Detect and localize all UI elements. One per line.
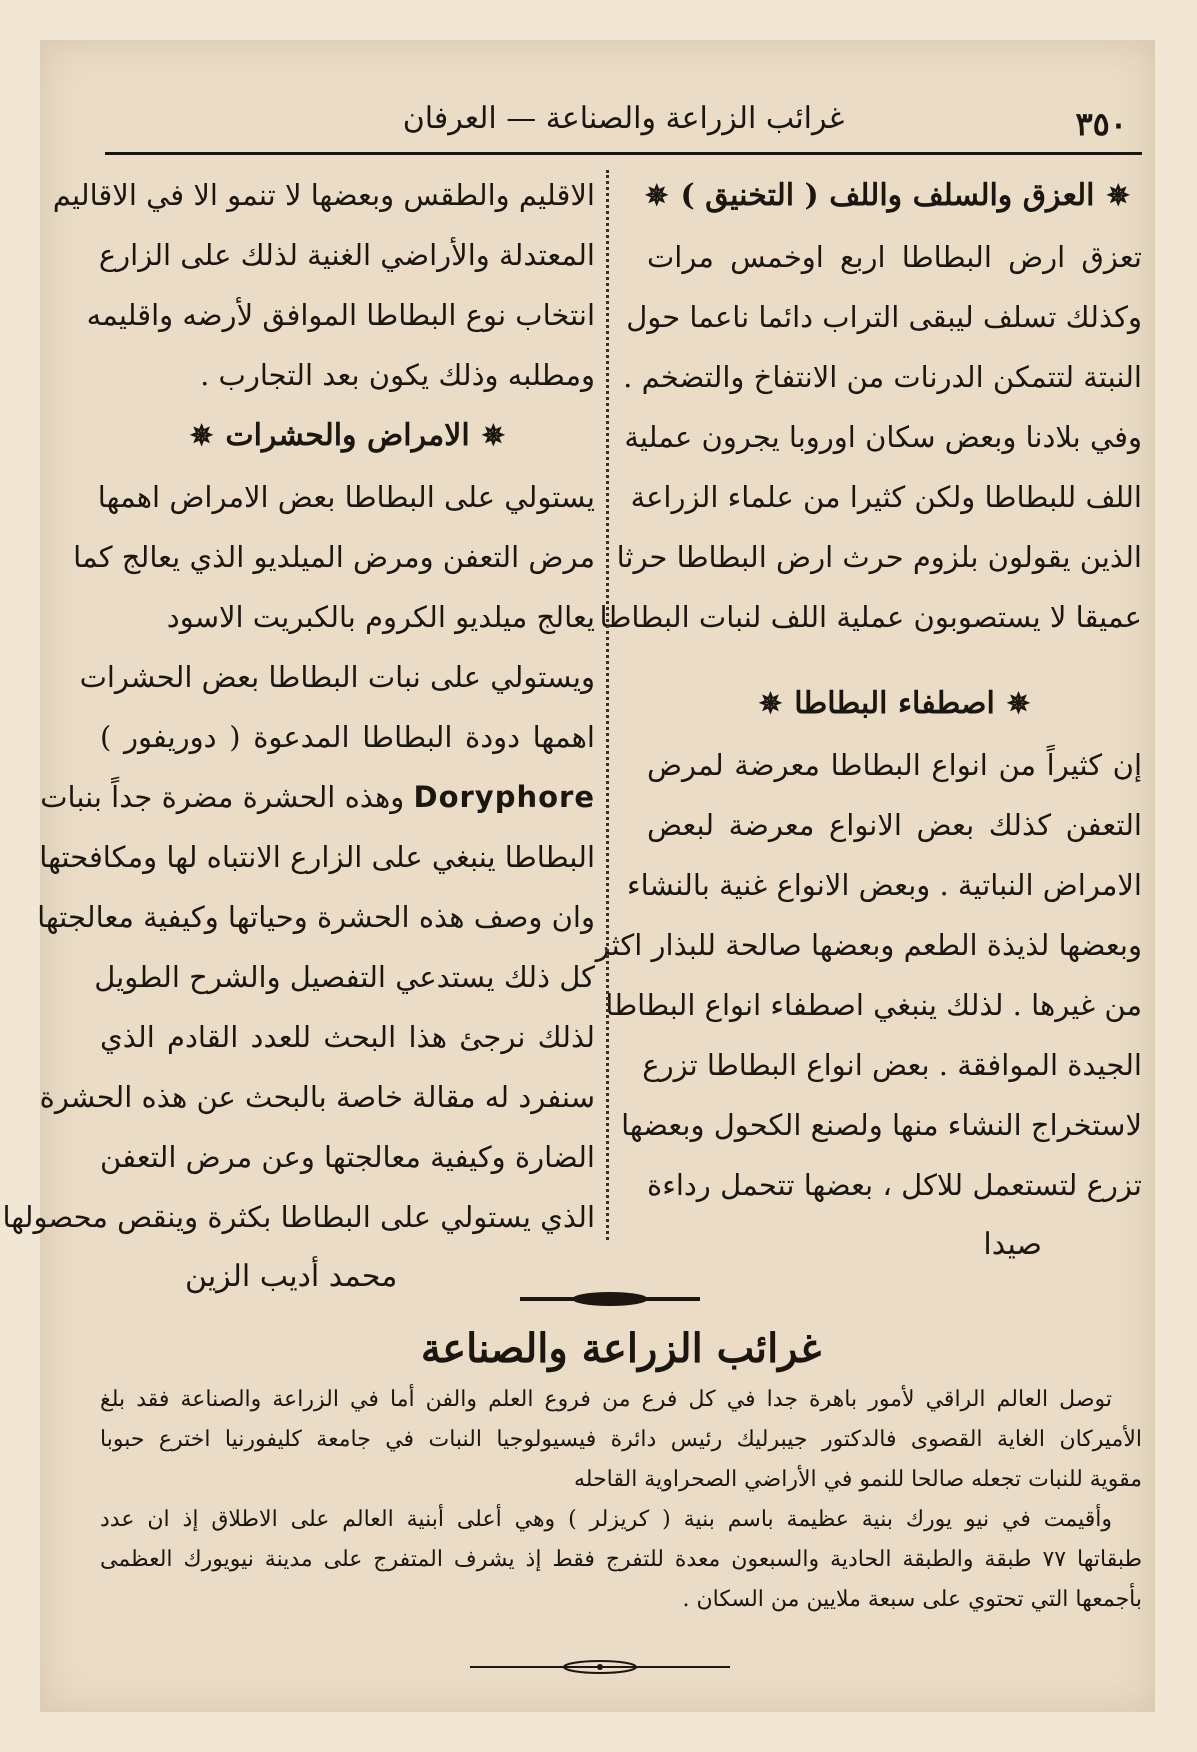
right-column	[595, 165, 1142, 1275]
text-line: لذلك نرجئ هذا البحث للعدد القادم الذي	[100, 1020, 595, 1054]
section-divider	[520, 1292, 700, 1306]
text-line: وان وصف هذه الحشرة وحياتها وكيفية معالجتها	[37, 900, 595, 934]
text-line: تزرع لتستعمل للاكل ، بعضها تتحمل رداءة	[647, 1168, 1142, 1202]
text-line: اللف للبطاطا ولكن كثيرا من علماء الزراعة	[630, 480, 1142, 514]
end-divider	[470, 1660, 730, 1674]
column-divider	[606, 170, 609, 1240]
ornament-icon: ✵	[644, 179, 669, 212]
text-line: وبعضها لذيذة الطعم وبعضها صالحة للبذار اكثر	[595, 928, 1142, 962]
text-line: يعالج ميلديو الكروم بالكبريت الاسود	[166, 600, 595, 634]
article-line: توصل العالم الراقي لأمور باهرة جدا في كل فرع من فروع العلم والفن أما في الزراعة والصناعة فقد بلغ	[100, 1387, 1112, 1412]
text-line: وفي بلادنا وبعض سكان اوروبا يجرون عملية	[624, 420, 1142, 454]
running-head: غرائب الزراعة والصناعة — العرفان	[402, 101, 845, 136]
page-number: ٣٥٠	[1075, 105, 1127, 143]
ornament-icon: ✵	[1006, 687, 1031, 720]
ornament-icon: ✵	[189, 419, 214, 452]
ornament-icon: ✵	[481, 419, 506, 452]
section-heading-selection	[647, 673, 1142, 735]
article-title: غرائب الزراعة والصناعة	[420, 1325, 822, 1372]
section-heading-diseases	[100, 405, 595, 467]
section-heading-hoeing	[644, 165, 1142, 227]
text-line: مرض التعفن ومرض الميلديو الذي يعالج كما	[73, 540, 595, 574]
text-line: وكذلك تسلف ليبقى التراب دائما ناعما حول	[626, 300, 1142, 334]
article-line: طبقاتها ٧٧ طبقة والطبقة الحادية والسبعون معدة للتفرج فقط إذ يشرف المتفرج على مدينة نيويورك العظمى	[100, 1547, 1142, 1572]
text-line: عميقا لا يستصوبون عملية اللف لنبات البطاطا	[599, 600, 1142, 634]
latin-word: Doryphore	[413, 780, 595, 814]
text-line-with-latin: Doryphore وهذه الحشرة مضرة جداً بنبات	[40, 780, 595, 814]
header-rule	[105, 152, 1142, 155]
text-line: كل ذلك يستدعي التفصيل والشرح الطويل	[94, 960, 595, 994]
text-line: لاستخراج النشاء منها ولصنع الكحول وبعضها	[621, 1108, 1142, 1142]
text-line: سنفرد له مقالة خاصة بالبحث عن هذه الحشرة	[39, 1080, 595, 1114]
article-curiosities	[100, 1318, 1142, 1668]
text-line: ومطلبه وذلك يكون بعد التجارب .	[200, 358, 595, 392]
page-header	[105, 55, 1142, 155]
text-line: ويستولي على نبات البطاطا بعض الحشرات	[79, 660, 595, 694]
heading-text: الامراض والحشرات	[225, 418, 470, 453]
text-line: يستولي على البطاطا بعض الامراض اهمها	[97, 480, 595, 514]
text-line: الامراض النباتية . وبعض الانواع غنية بالنشاء	[626, 868, 1142, 902]
article-line: الأميركان الغاية القصوى فالدكتور جيبرليك رئيس دائرة فيسيولوجيا النبات في جامعة كليفورنيا اخترع حبوبا	[100, 1427, 1142, 1452]
text-line: الذي يستولي على البطاطا بكثرة وينقص محصولها	[2, 1200, 595, 1234]
two-column-body	[2, 165, 1142, 1294]
text-line: التعفن كذلك بعض الانواع معرضة لبعض	[647, 808, 1142, 842]
left-column	[2, 165, 595, 1294]
text-line: تعزق ارض البطاطا اربع اوخمس مرات	[647, 240, 1142, 274]
ornament-icon: ✵	[758, 687, 783, 720]
text-line: المعتدلة والأراضي الغنية لذلك على الزارع	[98, 238, 595, 272]
text-line: الاقليم والطقس وبعضها لا تنمو الا في الاقاليم	[52, 178, 595, 212]
heading-text: العزق والسلف واللف ( التخنيق )	[680, 178, 1095, 213]
article-line: وأقيمت في نيو يورك بنية عظيمة باسم بنية ( كريزلر ) وهي أعلى أبنية العالم على الاطلاق إذ ان عدد	[100, 1507, 1112, 1532]
text-line: اهمها دودة البطاطا المدعوة ( دوريفور )	[100, 720, 595, 754]
text-line: البطاطا ينبغي على الزارع الانتباه لها ومكافحتها	[39, 840, 595, 874]
text-line: الذين يقولون بلزوم حرث ارض البطاطا حرثا	[616, 540, 1142, 574]
ornament-icon: ✵	[1106, 179, 1130, 212]
signature-place: صيدا	[983, 1227, 1042, 1262]
text-line: النبتة لتتمكن الدرنات من الانتفاخ والتضخم .	[623, 360, 1142, 394]
text-line: من غيرها . لذلك ينبغي اصطفاء انواع البطاطا	[605, 988, 1142, 1022]
text-line: الضارة وكيفية معالجتها وعن مرض التعفن	[100, 1140, 595, 1174]
article-line: بأجمعها التي تحتوي على سبعة ملايين من السكان .	[682, 1587, 1142, 1612]
text-line: الجيدة الموافقة . بعض انواع البطاطا تزرع	[642, 1048, 1142, 1082]
author-signature: محمد أديب الزين	[185, 1259, 398, 1294]
text-line: إن كثيراً من انواع البطاطا معرضة لمرض	[647, 748, 1142, 782]
article-line: مقوية للنبات تجعله صالحا للنمو في الأراضي الصحراوية القاحله	[573, 1467, 1142, 1492]
text-line: انتخاب نوع البطاطا الموافق لأرضه واقليمه	[86, 298, 595, 332]
heading-text: اصطفاء البطاطا	[794, 686, 995, 721]
